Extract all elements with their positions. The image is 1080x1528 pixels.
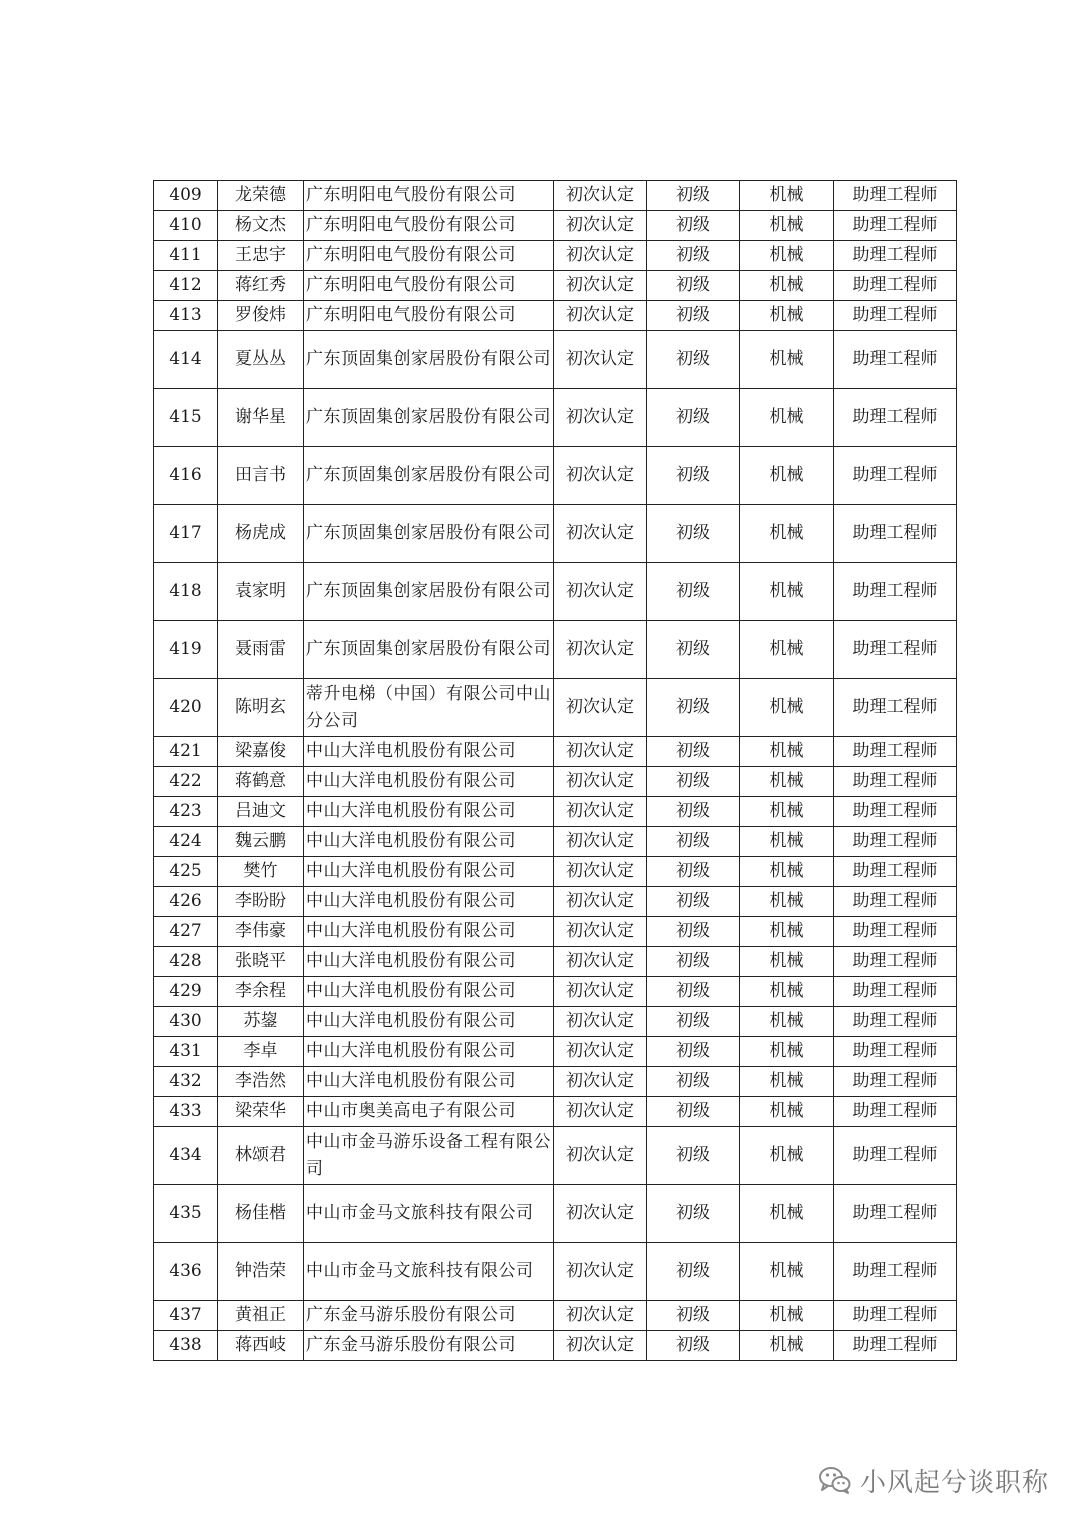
specialty-field: 机械 (740, 181, 834, 211)
table-row (154, 947, 957, 977)
certification-type: 初次认定 (554, 621, 647, 679)
certification-type: 初次认定 (554, 947, 647, 977)
certification-type: 初次认定 (554, 767, 647, 797)
specialty-field: 机械 (740, 621, 834, 679)
professional-title: 助理工程师 (834, 767, 957, 797)
professional-title: 助理工程师 (834, 389, 957, 447)
row-number: 419 (154, 621, 218, 679)
table-row (154, 887, 957, 917)
table-row (154, 1185, 957, 1243)
certification-type: 初次认定 (554, 563, 647, 621)
table-row (154, 917, 957, 947)
certification-type: 初次认定 (554, 1067, 647, 1097)
company-name: 中山大洋电机股份有限公司 (304, 797, 554, 827)
row-number: 424 (154, 827, 218, 857)
row-number: 421 (154, 737, 218, 767)
person-name: 魏云鹏 (218, 827, 304, 857)
title-level: 初级 (647, 1243, 740, 1301)
certification-type: 初次认定 (554, 917, 647, 947)
professional-title: 助理工程师 (834, 1037, 957, 1067)
specialty-field: 机械 (740, 1243, 834, 1301)
specialty-field: 机械 (740, 271, 834, 301)
company-name: 中山市奥美高电子有限公司 (304, 1097, 554, 1127)
company-name: 广东明阳电气股份有限公司 (304, 301, 554, 331)
certification-type: 初次认定 (554, 1007, 647, 1037)
person-name: 李伟豪 (218, 917, 304, 947)
person-name: 谢华星 (218, 389, 304, 447)
professional-title: 助理工程师 (834, 621, 957, 679)
professional-title: 助理工程师 (834, 505, 957, 563)
row-number: 430 (154, 1007, 218, 1037)
row-number: 432 (154, 1067, 218, 1097)
specialty-field: 机械 (740, 1301, 834, 1331)
specialty-field: 机械 (740, 1007, 834, 1037)
company-name: 中山大洋电机股份有限公司 (304, 767, 554, 797)
table-row (154, 301, 957, 331)
title-level: 初级 (647, 947, 740, 977)
company-name: 广东明阳电气股份有限公司 (304, 181, 554, 211)
specialty-field: 机械 (740, 767, 834, 797)
certification-type: 初次认定 (554, 1185, 647, 1243)
professional-title: 助理工程师 (834, 1067, 957, 1097)
certification-type: 初次认定 (554, 1127, 647, 1185)
table-row (154, 241, 957, 271)
specialty-field: 机械 (740, 1067, 834, 1097)
professional-title: 助理工程师 (834, 241, 957, 271)
watermark (818, 1462, 1049, 1498)
company-name: 广东明阳电气股份有限公司 (304, 211, 554, 241)
title-level: 初级 (647, 563, 740, 621)
certification-type: 初次认定 (554, 447, 647, 505)
title-level: 初级 (647, 797, 740, 827)
certification-type: 初次认定 (554, 301, 647, 331)
title-level: 初级 (647, 1037, 740, 1067)
person-name: 龙荣德 (218, 181, 304, 211)
certification-type: 初次认定 (554, 181, 647, 211)
table-row (154, 857, 957, 887)
company-name: 广东顶固集创家居股份有限公司 (304, 563, 554, 621)
professional-title: 助理工程师 (834, 1185, 957, 1243)
row-number: 429 (154, 977, 218, 1007)
title-level: 初级 (647, 1127, 740, 1185)
row-number: 425 (154, 857, 218, 887)
row-number: 418 (154, 563, 218, 621)
row-number: 431 (154, 1037, 218, 1067)
professional-title: 助理工程师 (834, 271, 957, 301)
title-level: 初级 (647, 211, 740, 241)
company-name: 广东明阳电气股份有限公司 (304, 241, 554, 271)
person-name: 黄祖正 (218, 1301, 304, 1331)
certification-type: 初次认定 (554, 331, 647, 389)
title-level: 初级 (647, 505, 740, 563)
company-name: 广东顶固集创家居股份有限公司 (304, 389, 554, 447)
row-number: 437 (154, 1301, 218, 1331)
specialty-field: 机械 (740, 301, 834, 331)
company-name: 广东顶固集创家居股份有限公司 (304, 331, 554, 389)
row-number: 409 (154, 181, 218, 211)
title-level: 初级 (647, 1331, 740, 1361)
certification-type: 初次认定 (554, 857, 647, 887)
company-name: 中山市金马文旅科技有限公司 (304, 1185, 554, 1243)
company-name: 中山大洋电机股份有限公司 (304, 857, 554, 887)
company-name: 广东明阳电气股份有限公司 (304, 271, 554, 301)
title-level: 初级 (647, 271, 740, 301)
title-level: 初级 (647, 737, 740, 767)
certification-type: 初次认定 (554, 737, 647, 767)
specialty-field: 机械 (740, 947, 834, 977)
specialty-field: 机械 (740, 1331, 834, 1361)
company-name: 广东金马游乐股份有限公司 (304, 1331, 554, 1361)
title-level: 初级 (647, 857, 740, 887)
person-name: 梁荣华 (218, 1097, 304, 1127)
title-level: 初级 (647, 917, 740, 947)
professional-title: 助理工程师 (834, 797, 957, 827)
professional-title: 助理工程师 (834, 1331, 957, 1361)
title-level: 初级 (647, 1185, 740, 1243)
person-name: 陈明玄 (218, 679, 304, 737)
specialty-field: 机械 (740, 447, 834, 505)
professional-title: 助理工程师 (834, 1007, 957, 1037)
table-row (154, 1301, 957, 1331)
person-name: 苏鋆 (218, 1007, 304, 1037)
person-name: 蒋鹤意 (218, 767, 304, 797)
row-number: 420 (154, 679, 218, 737)
professional-title: 助理工程师 (834, 211, 957, 241)
row-number: 436 (154, 1243, 218, 1301)
certification-type: 初次认定 (554, 211, 647, 241)
professional-title: 助理工程师 (834, 827, 957, 857)
row-number: 423 (154, 797, 218, 827)
table-row (154, 563, 957, 621)
title-level: 初级 (647, 621, 740, 679)
certification-type: 初次认定 (554, 679, 647, 737)
row-number: 428 (154, 947, 218, 977)
certification-type: 初次认定 (554, 1097, 647, 1127)
table-row (154, 1067, 957, 1097)
row-number: 426 (154, 887, 218, 917)
specialty-field: 机械 (740, 737, 834, 767)
specialty-field: 机械 (740, 211, 834, 241)
company-name: 广东顶固集创家居股份有限公司 (304, 505, 554, 563)
title-level: 初级 (647, 1007, 740, 1037)
roster-table (153, 180, 957, 1361)
table-row (154, 447, 957, 505)
person-name: 田言书 (218, 447, 304, 505)
person-name: 李卓 (218, 1037, 304, 1067)
company-name: 广东金马游乐股份有限公司 (304, 1301, 554, 1331)
professional-title: 助理工程师 (834, 887, 957, 917)
table-row (154, 679, 957, 737)
professional-title: 助理工程师 (834, 857, 957, 887)
professional-title: 助理工程师 (834, 1243, 957, 1301)
person-name: 罗俊炜 (218, 301, 304, 331)
person-name: 蒋红秀 (218, 271, 304, 301)
table-row (154, 1007, 957, 1037)
title-level: 初级 (647, 887, 740, 917)
row-number: 434 (154, 1127, 218, 1185)
title-level: 初级 (647, 181, 740, 211)
title-level: 初级 (647, 447, 740, 505)
person-name: 夏丛丛 (218, 331, 304, 389)
title-level: 初级 (647, 977, 740, 1007)
table-row (154, 797, 957, 827)
professional-title: 助理工程师 (834, 181, 957, 211)
professional-title: 助理工程师 (834, 1127, 957, 1185)
specialty-field: 机械 (740, 241, 834, 271)
specialty-field: 机械 (740, 563, 834, 621)
person-name: 蒋西岐 (218, 1331, 304, 1361)
table-row (154, 271, 957, 301)
company-name: 中山大洋电机股份有限公司 (304, 887, 554, 917)
company-name: 中山大洋电机股份有限公司 (304, 1037, 554, 1067)
company-name: 中山市金马文旅科技有限公司 (304, 1243, 554, 1301)
title-level: 初级 (647, 389, 740, 447)
roster-body (154, 181, 957, 1361)
table-row (154, 1331, 957, 1361)
person-name: 李余程 (218, 977, 304, 1007)
person-name: 钟浩荣 (218, 1243, 304, 1301)
watermark-text: 小风起兮谈职称 (860, 1467, 1050, 1498)
row-number: 438 (154, 1331, 218, 1361)
row-number: 410 (154, 211, 218, 241)
table-row (154, 737, 957, 767)
table-row (154, 1097, 957, 1127)
professional-title: 助理工程师 (834, 331, 957, 389)
professional-title: 助理工程师 (834, 301, 957, 331)
table-row (154, 827, 957, 857)
table-row (154, 767, 957, 797)
professional-title: 助理工程师 (834, 563, 957, 621)
company-name: 中山大洋电机股份有限公司 (304, 737, 554, 767)
title-level: 初级 (647, 679, 740, 737)
row-number: 427 (154, 917, 218, 947)
certification-type: 初次认定 (554, 389, 647, 447)
wechat-icon (818, 1465, 852, 1495)
row-number: 413 (154, 301, 218, 331)
table-row (154, 211, 957, 241)
certification-type: 初次认定 (554, 1331, 647, 1361)
specialty-field: 机械 (740, 917, 834, 947)
person-name: 聂雨雷 (218, 621, 304, 679)
company-name: 中山大洋电机股份有限公司 (304, 977, 554, 1007)
company-name: 中山市金马游乐设备工程有限公司 (304, 1127, 554, 1185)
specialty-field: 机械 (740, 857, 834, 887)
title-level: 初级 (647, 1067, 740, 1097)
row-number: 417 (154, 505, 218, 563)
title-level: 初级 (647, 767, 740, 797)
table-row (154, 1243, 957, 1301)
person-name: 林颂君 (218, 1127, 304, 1185)
table-row (154, 331, 957, 389)
specialty-field: 机械 (740, 797, 834, 827)
specialty-field: 机械 (740, 331, 834, 389)
company-name: 中山大洋电机股份有限公司 (304, 917, 554, 947)
table-row (154, 621, 957, 679)
professional-title: 助理工程师 (834, 977, 957, 1007)
row-number: 412 (154, 271, 218, 301)
person-name: 樊竹 (218, 857, 304, 887)
person-name: 吕迪文 (218, 797, 304, 827)
row-number: 411 (154, 241, 218, 271)
title-level: 初级 (647, 1301, 740, 1331)
company-name: 广东顶固集创家居股份有限公司 (304, 621, 554, 679)
specialty-field: 机械 (740, 1097, 834, 1127)
row-number: 433 (154, 1097, 218, 1127)
person-name: 张晓平 (218, 947, 304, 977)
row-number: 415 (154, 389, 218, 447)
specialty-field: 机械 (740, 827, 834, 857)
table-row (154, 1127, 957, 1185)
company-name: 中山大洋电机股份有限公司 (304, 1067, 554, 1097)
table-row (154, 505, 957, 563)
row-number: 422 (154, 767, 218, 797)
specialty-field: 机械 (740, 389, 834, 447)
row-number: 435 (154, 1185, 218, 1243)
company-name: 中山大洋电机股份有限公司 (304, 947, 554, 977)
certification-type: 初次认定 (554, 271, 647, 301)
certification-type: 初次认定 (554, 1301, 647, 1331)
person-name: 李浩然 (218, 1067, 304, 1097)
professional-title: 助理工程师 (834, 679, 957, 737)
table-row (154, 977, 957, 1007)
title-level: 初级 (647, 241, 740, 271)
specialty-field: 机械 (740, 1127, 834, 1185)
specialty-field: 机械 (740, 1185, 834, 1243)
person-name: 杨虎成 (218, 505, 304, 563)
specialty-field: 机械 (740, 679, 834, 737)
certification-type: 初次认定 (554, 1243, 647, 1301)
specialty-field: 机械 (740, 887, 834, 917)
person-name: 梁嘉俊 (218, 737, 304, 767)
certification-type: 初次认定 (554, 977, 647, 1007)
person-name: 杨佳楷 (218, 1185, 304, 1243)
professional-title: 助理工程师 (834, 917, 957, 947)
person-name: 杨文杰 (218, 211, 304, 241)
professional-title: 助理工程师 (834, 737, 957, 767)
professional-title: 助理工程师 (834, 447, 957, 505)
specialty-field: 机械 (740, 505, 834, 563)
person-name: 袁家明 (218, 563, 304, 621)
title-level: 初级 (647, 301, 740, 331)
table-row (154, 181, 957, 211)
certification-type: 初次认定 (554, 827, 647, 857)
title-level: 初级 (647, 1097, 740, 1127)
certification-type: 初次认定 (554, 1037, 647, 1067)
company-name: 中山大洋电机股份有限公司 (304, 1007, 554, 1037)
certification-type: 初次认定 (554, 887, 647, 917)
title-level: 初级 (647, 331, 740, 389)
row-number: 416 (154, 447, 218, 505)
person-name: 李盼盼 (218, 887, 304, 917)
company-name: 广东顶固集创家居股份有限公司 (304, 447, 554, 505)
company-name: 中山大洋电机股份有限公司 (304, 827, 554, 857)
specialty-field: 机械 (740, 1037, 834, 1067)
specialty-field: 机械 (740, 977, 834, 1007)
certification-type: 初次认定 (554, 241, 647, 271)
company-name: 蒂升电梯（中国）有限公司中山分公司 (304, 679, 554, 737)
professional-title: 助理工程师 (834, 947, 957, 977)
person-name: 王忠宇 (218, 241, 304, 271)
row-number: 414 (154, 331, 218, 389)
title-level: 初级 (647, 827, 740, 857)
table-row (154, 389, 957, 447)
table-row (154, 1037, 957, 1067)
professional-title: 助理工程师 (834, 1301, 957, 1331)
certification-type: 初次认定 (554, 505, 647, 563)
professional-title: 助理工程师 (834, 1097, 957, 1127)
certification-type: 初次认定 (554, 797, 647, 827)
